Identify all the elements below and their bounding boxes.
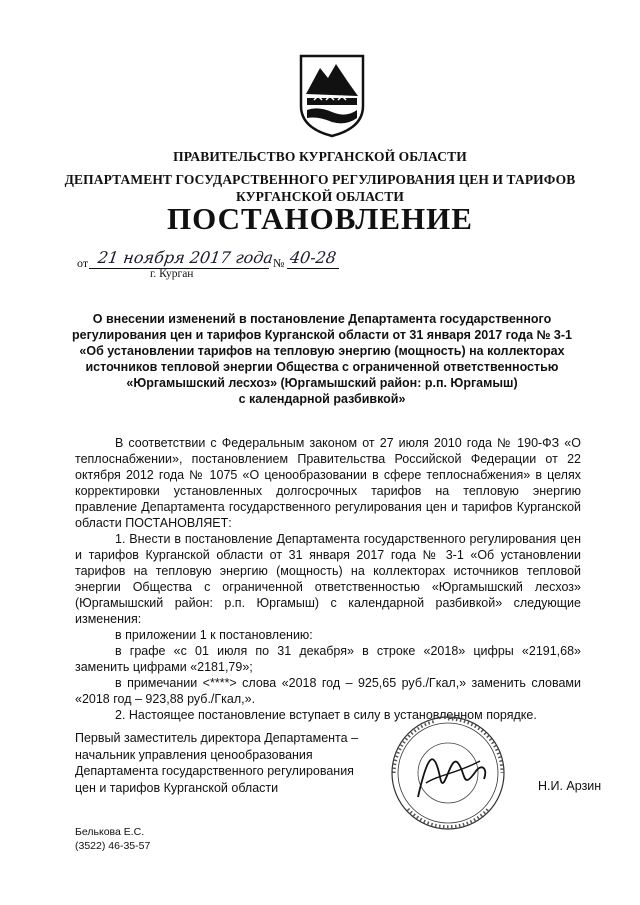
document-meta	[0, 244, 640, 280]
subject-line: источников тепловой энергии Общества с ограниченной ответственностью	[85, 360, 559, 374]
department-name	[0, 171, 640, 205]
handwritten-date: 21 ноября 2017 года	[96, 248, 275, 267]
document-body	[75, 435, 581, 723]
subject-line: регулирования цен и тарифов Курганской области от 31 января 2017 года № 3-1	[72, 328, 572, 342]
body-paragraph: 2. Настоящее постановление вступает в силу в установленном порядке.	[115, 708, 537, 722]
signature-block	[75, 730, 395, 796]
number-underline	[287, 268, 339, 269]
subject-line: «Об установлении тарифов на тепловую энергию (мощность) на коллекторах	[79, 344, 565, 358]
executor-name: Белькова Е.С.	[75, 826, 145, 838]
subject-line: «Юргамышский лесхоз» (Юргамышский район: р.п. Юргамыш)	[126, 376, 518, 390]
executor-info	[75, 825, 150, 853]
body-paragraph: 1. Внести в постановление Департамента государственного регулирования цен и тарифов Курганской области от 31 января 2017 года № 3-1 «Об установлении тарифов на тепловую энергию (мощность) на коллекторах источников тепловой энергии Общества с ограниченной ответственностью «Юргамышский лесхоз» (Юргамышский район: р.п. Юргамыш) с календарной разбивкой» следующие изменения:	[75, 532, 581, 626]
body-paragraph: в приложении 1 к постановлению:	[115, 628, 313, 642]
signer-position-line: Первый заместитель директора Департамента –	[75, 731, 359, 745]
body-paragraph: в примечании <****> слова «2018 год – 925,65 руб./Гкал,» заменить словами «2018 год – 923,88 руб./Гкал,».	[75, 676, 581, 706]
official-stamp-with-signature	[388, 713, 508, 833]
signer-position-line: начальник управления ценообразования	[75, 747, 313, 762]
signer-position-line: цен и тарифов Курганской области	[75, 780, 279, 795]
body-paragraph: в графе «с 01 июля по 31 декабря» в строке «2018» цифры «2191,68» заменить цифрами «2181,79»;	[75, 644, 581, 674]
government-name: ПРАВИТЕЛЬСТВО КУРГАНСКОЙ ОБЛАСТИ	[173, 149, 467, 164]
signer-position-line: Департамента государственного регулирования	[75, 764, 354, 778]
coat-of-arms-emblem	[298, 52, 366, 138]
subject-line: с календарной разбивкой»	[238, 392, 406, 406]
subject-line: О внесении изменений в постановление Департамента государственного	[92, 312, 552, 326]
from-label: от	[77, 256, 89, 270]
city-label: г. Курган	[150, 268, 194, 280]
executor-phone: (3522) 46-35-57	[75, 840, 151, 852]
document-title: ПОСТАНОВЛЕНИЕ	[167, 201, 473, 236]
body-paragraph: В соответствии с Федеральным законом от 27 июля 2010 года № 190-ФЗ «О теплоснабжении», постановлением Правительства Российской Федерации от 22 октября 2012 года № 1075 «О ценообразовании в сфере теплоснабжения» в целях корректировки установленных долгосрочных тарифов на тепловую энергию правление Департамента государственного регулирования цен и тарифов Курганской области ПОСТАНОВЛЯЕТ:	[75, 436, 581, 530]
signer-name: Н.И. Арзин	[538, 779, 602, 793]
department-name-line2: КУРГАНСКОЙ ОБЛАСТИ	[236, 189, 404, 204]
department-name-line1: ДЕПАРТАМЕНТ ГОСУДАРСТВЕННОГО РЕГУЛИРОВАНИЯ ЦЕН И ТАРИФОВ	[64, 172, 576, 187]
handwritten-number: 40-28	[288, 248, 338, 267]
document-subject	[62, 311, 582, 407]
number-label: №	[273, 256, 285, 270]
